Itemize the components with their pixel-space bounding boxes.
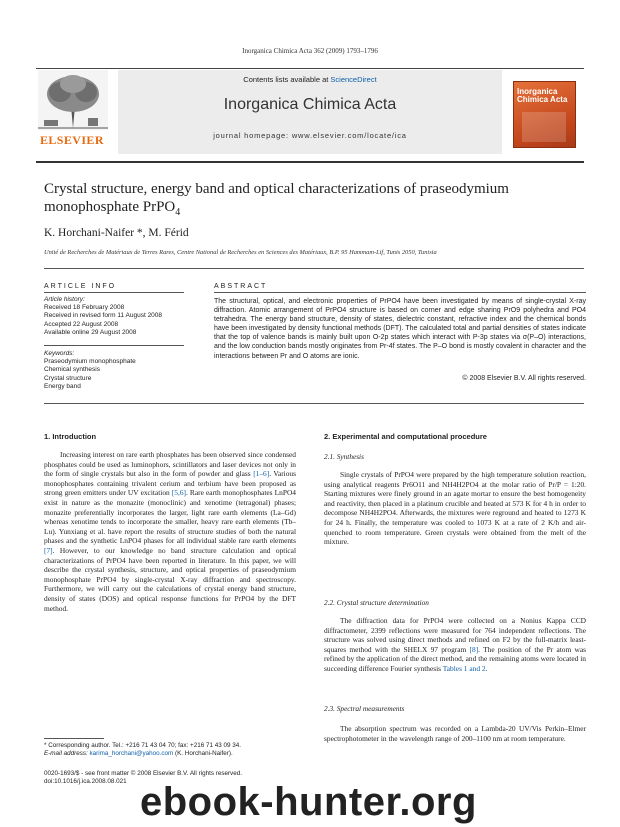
email-suffix: (K. Horchani-Naifer). xyxy=(173,750,233,757)
reference-link[interactable]: [5,6] xyxy=(171,488,186,498)
journal-cover-thumbnail xyxy=(513,81,576,148)
article-history xyxy=(44,296,194,337)
divider-top xyxy=(44,268,584,269)
homepage-prefix: journal homepage: xyxy=(213,131,292,140)
structure-part-2: . The position of the Pr atom was refined by the application of the direct method, and the remaining atoms were located in succeeding difference Fourier synthesis xyxy=(324,644,586,673)
history-received: Received 18 February 2008 xyxy=(44,304,125,312)
title-subscript: 4 xyxy=(175,207,181,218)
abstract-rule xyxy=(214,292,586,293)
section-introduction-title: 1. Introduction xyxy=(44,432,97,441)
spectral-text xyxy=(324,724,586,743)
journal-homepage xyxy=(118,131,502,140)
introduction-text xyxy=(44,450,296,613)
cover-image xyxy=(522,112,566,142)
reference-link[interactable]: [7] xyxy=(44,545,53,555)
journal-title: Inorganica Chimica Acta xyxy=(223,96,397,113)
keyword-item: Chemical synthesis xyxy=(44,366,100,374)
authors: K. Horchani-Naifer *, M. Férid xyxy=(44,227,189,239)
doi-line: doi:10.1016/j.ica.2008.08.021 xyxy=(44,778,127,785)
publisher-name: ELSEVIER xyxy=(40,133,104,147)
tables-link[interactable]: Tables 1 and 2 xyxy=(442,663,486,673)
article-title xyxy=(44,180,584,222)
footnote-email-line xyxy=(44,750,294,758)
affiliation: Unité de Recherches de Matériaux de Terres Rares, Centre National de Recherches en Sciences des Matériaux, B.P. 95 Hammam-Lif, Tunis 2050, Tunisia xyxy=(44,249,437,256)
sciencedirect-link[interactable]: ScienceDirect xyxy=(330,75,377,84)
history-label: Article history: xyxy=(44,296,85,303)
subsection-synthesis-title: 2.1. Synthesis xyxy=(324,452,364,461)
intro-part-1: Increasing interest on rare earth phosphates has been observed since condensed phosphates could be used as luminophors, scintillators and laser devices not only in the form of single crystals but also in the form of powder and glass xyxy=(44,450,296,479)
abstract-copyright: © 2008 Elsevier B.V. All rights reserved. xyxy=(462,375,586,382)
article-info-rule xyxy=(44,292,184,293)
history-revised: Received in revised form 11 August 2008 xyxy=(44,312,163,320)
abstract-bottom-rule xyxy=(44,403,584,404)
subsection-spectral-title: 2.3. Spectral measurements xyxy=(324,704,405,713)
synthesis-text xyxy=(324,470,586,547)
keywords-label: Keywords: xyxy=(44,350,75,357)
keyword-item: Praseodymium monophosphate xyxy=(44,358,136,366)
subsection-structure-title: 2.2. Crystal structure determination xyxy=(324,598,429,607)
abstract-text: The structural, optical, and electronic properties of PrPO4 have been investigated by means of single-crystal X-ray diffraction. Atomic arrangement of PrPO4 structure is based on corner and edge sharing PrO9 polyhedra and PO4 tetrahedra. The energy band structure, density of states, dielectric constant, refractive index and the chemical bonds have been investigated by density functional methods (DFT). The calculated total and partial densities of states indicate that the top of valence bands is mainly built upon O-2p states which interact with P-3p states via σ(P–O) interactions, and the low conduction bands mostly originates from Pr-4f states. The P–O bond is mostly covalent in character and the interactions between Pr and O atoms are ionic. xyxy=(214,298,586,360)
intro-part-3: . Rare earth monophosphates LnPO4 exist in nature as the monazite (monoclinic) and xenotime (tetragonal) phases; monazite preferentially incorporates the larger, light rare earth elements (La–Gd) whereas xenotime tends to incorporate the smaller, heavy rare earth elements (Tb–Lu). Yunxiang et al. have report the results of structure studies of both the natural phases and the synthetic LnPO4 phases for all individual stable rare earth elements xyxy=(44,488,296,546)
intro-part-2: . Various monophosphates containing trivalent cerium and terbium have been proposed as strong green emitters under UV excitation xyxy=(44,469,297,498)
keywords xyxy=(44,350,194,391)
cover-title: Inorganica Chimica Acta xyxy=(517,87,568,104)
keywords-rule xyxy=(44,345,184,346)
title-line-1: Crystal structure, energy band and optical characterizations of praseodymium xyxy=(44,181,509,197)
history-online: Available online 29 August 2008 xyxy=(44,328,137,336)
reference-link[interactable]: [8] xyxy=(469,644,479,654)
email-label: E-mail address: xyxy=(44,750,90,757)
reference-link[interactable]: [1–6] xyxy=(253,469,270,479)
issn-line: 0020-1693/$ - see front matter © 2008 Elsevier B.V. All rights reserved. xyxy=(44,770,242,777)
watermark-text: ebook-hunter.org xyxy=(140,780,477,824)
keyword-item: Energy band xyxy=(44,382,81,390)
journal-citation: Inorganica Chimica Acta 362 (2009) 1793–1796 xyxy=(242,47,378,55)
article-info-heading: ARTICLE INFO xyxy=(44,283,117,290)
intro-part-4: . However, to our knowledge no band structure calculation and optical characterizations of PrPO4 have been reported in literature. In this paper, we will describe the crystal synthesis, structure, and optical properties of praseodymium monophosphate PrPO4 by single-crystal X-ray diffraction and spectroscopy. Furthermore, we will carry out the calculations of crystal energy band structure, density of states (DOS) and optical response functions for PrPO4 by the DFT method. xyxy=(44,545,296,613)
abstract-heading: ABSTRACT xyxy=(214,283,268,290)
structure-part-1: The diffraction data for PrPO4 were collected on a Nonius Kappa CCD diffractometer, 2399 reflections were measured for 764 independent reflections. The structure was solved using direct methods and refined on F2 by the full-matrix least-squares method with the SHELX 97 program xyxy=(324,616,586,654)
keyword-item: Crystal structure xyxy=(44,374,92,382)
spectral-paragraph: The absorption spectrum was recorded on a Lambda-20 UV/Vis Perkin–Elmer spectrophotometer in the wavelength range of 200–1100 nm at room temperature. xyxy=(324,724,586,743)
corresponding-author-footnote xyxy=(44,742,294,758)
contents-prefix: Contents lists available at xyxy=(243,75,331,84)
footnote-contact: * Corresponding author. Tel.: +216 71 43 04 70; fax: +216 71 43 09 34. xyxy=(44,742,241,749)
contents-line xyxy=(118,75,502,84)
homepage-link[interactable]: www.elsevier.com/locate/ica xyxy=(291,131,407,140)
email-link[interactable]: karima_horchani@yahoo.com xyxy=(89,750,174,757)
history-accepted: Accepted 22 August 2008 xyxy=(44,320,119,328)
section-experimental-title: 2. Experimental and computational procedure xyxy=(324,432,487,441)
structure-part-3: . xyxy=(485,663,488,673)
footnote-rule xyxy=(44,738,104,739)
structure-text xyxy=(324,616,586,674)
title-line-2: monophosphate PrPO xyxy=(44,199,176,215)
synthesis-paragraph: Single crystals of PrPO4 were prepared by the high temperature solution reaction, using analytical reagents Pr6O11 and NH4H2PO4 at the molar ratio of Pr/P = 1:20. Starting mixtures were finely ground in an agate mortar to ensure the best homogeneity and reactivity, then placed in a platinum crucible and heated at 573 K for 4 h in order to decompose NH4H2PO4. Afterwards, the mixtures were reground and heated to 1273 K for 24 h. Finally, the temperature was cooled to 1073 K at a rate of 2 K/h and air-quenched to room temperature. Green crystals were obtained from the melt of the mixture. xyxy=(324,470,586,547)
